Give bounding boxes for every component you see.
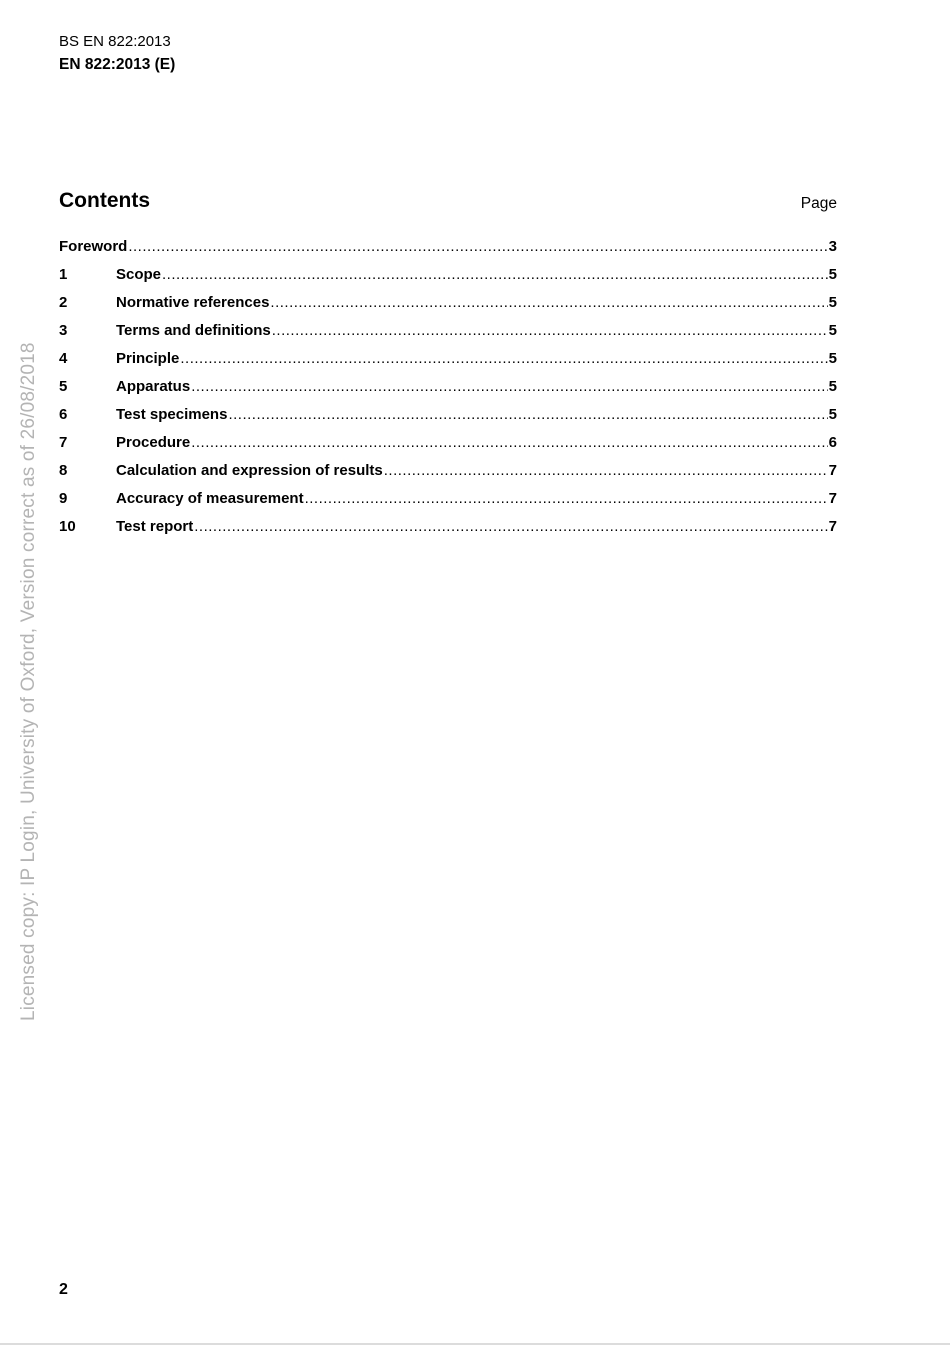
toc-entry-page: 5 [828, 266, 837, 283]
toc-entry-number: 1 [59, 266, 68, 283]
toc-entry-5[interactable] [59, 377, 837, 405]
toc-entry-2[interactable] [59, 293, 837, 321]
toc-entry-10[interactable] [59, 517, 837, 545]
toc-leader-dots [228, 405, 827, 425]
toc-entry-page: 5 [828, 378, 837, 395]
toc-entry-page: 7 [828, 518, 837, 535]
toc-entry-title: Principle [116, 350, 180, 367]
page-number: 2 [59, 1281, 68, 1298]
toc-entry-page: 5 [828, 350, 837, 367]
toc-entry-foreword[interactable] [59, 237, 837, 265]
toc-entry-title: Scope [116, 266, 162, 283]
table-of-contents [59, 237, 837, 545]
toc-entry-page: 5 [828, 406, 837, 423]
page-column-label: Page [800, 195, 837, 212]
toc-leader-dots [162, 265, 828, 285]
toc-entry-title: Test specimens [116, 406, 228, 423]
toc-entry-7[interactable] [59, 433, 837, 461]
toc-leader-dots [270, 293, 827, 313]
toc-entry-title: Terms and definitions [116, 322, 271, 339]
toc-entry-number: 3 [59, 322, 68, 339]
toc-entry-6[interactable] [59, 405, 837, 433]
toc-entry-title: Accuracy of measurement [116, 490, 304, 507]
toc-leader-dots [305, 489, 828, 509]
toc-entry-title: Calculation and expression of results [116, 462, 383, 479]
toc-entry-page: 5 [828, 294, 837, 311]
toc-entry-4[interactable] [59, 349, 837, 377]
toc-entry-1[interactable] [59, 265, 837, 293]
standard-reference: BS EN 822:2013 [59, 33, 171, 50]
toc-entry-page: 7 [828, 462, 837, 479]
toc-leader-dots [384, 461, 828, 481]
toc-entry-number: 5 [59, 378, 68, 395]
toc-entry-number: 2 [59, 294, 68, 311]
contents-heading: Contents [59, 189, 150, 212]
toc-entry-title: Test report [116, 518, 194, 535]
standard-designation: EN 822:2013 (E) [59, 56, 176, 73]
toc-entry-page: 3 [828, 238, 837, 255]
toc-entry-3[interactable] [59, 321, 837, 349]
toc-leader-dots [191, 433, 827, 453]
toc-entry-page: 7 [828, 490, 837, 507]
toc-entry-title: Apparatus [116, 378, 191, 395]
toc-entry-page: 5 [828, 322, 837, 339]
toc-leader-dots [194, 517, 827, 537]
toc-entry-title: Normative references [116, 294, 270, 311]
toc-entry-number: 4 [59, 350, 68, 367]
toc-entry-page: 6 [828, 434, 837, 451]
toc-entry-title: Procedure [116, 434, 191, 451]
toc-entry-title: Foreword [59, 238, 128, 255]
toc-entry-number: 6 [59, 406, 68, 423]
toc-leader-dots [272, 321, 828, 341]
toc-leader-dots [180, 349, 827, 369]
toc-leader-dots [128, 237, 827, 257]
toc-entry-number: 9 [59, 490, 68, 507]
toc-leader-dots [191, 377, 827, 397]
toc-entry-9[interactable] [59, 489, 837, 517]
toc-entry-8[interactable] [59, 461, 837, 489]
license-watermark: Licensed copy: IP Login, University of Oxford, Version correct as of 26/08/2018 [18, 342, 39, 1021]
toc-entry-number: 10 [59, 518, 76, 535]
toc-entry-number: 7 [59, 434, 68, 451]
toc-entry-number: 8 [59, 462, 68, 479]
